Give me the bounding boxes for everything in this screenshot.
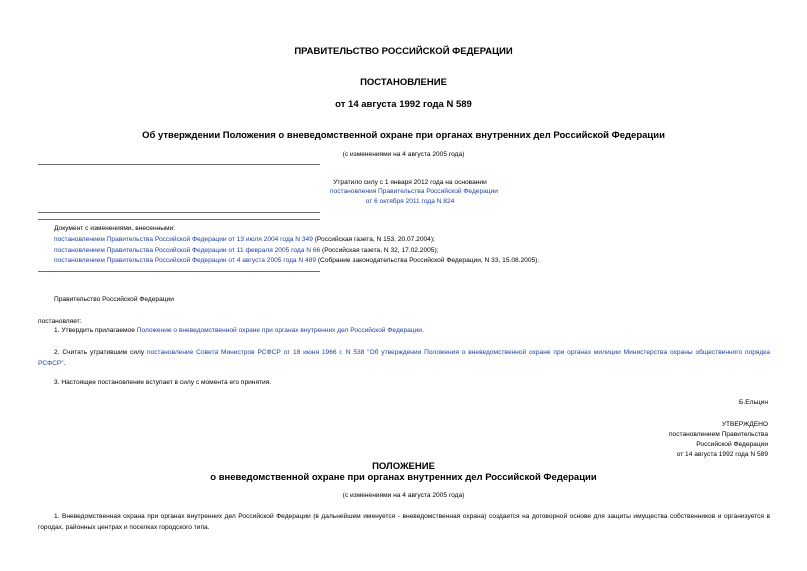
amendment-source: (Российская газета, N 153, 20.07.2004); — [312, 236, 435, 243]
paragraph-2-end: . — [63, 359, 66, 367]
amendment-source: (Российская газета, N 32, 17.02.2005); — [320, 247, 439, 254]
lapsed-link-line2: от 6 октября 2011 года N 824 — [365, 198, 455, 205]
lapsed-link[interactable] — [330, 188, 498, 195]
paragraph-1 — [54, 327, 424, 334]
amendment-link[interactable]: постановлением Правительства Российской Федерации от 13 июля 2004 года N 349 — [54, 236, 313, 243]
approved-authority: Российской Федерации — [696, 441, 768, 448]
government-heading: ПРАВИТЕЛЬСТВО РОССИЙСКОЙ ФЕДЕРАЦИИ — [294, 46, 513, 57]
document-type: ПОСТАНОВЛЕНИЕ — [360, 77, 447, 88]
regulation-subtitle: о вневедомственной охране при органах внутренних дел Российской Федерации — [210, 472, 597, 483]
resolves-line: постановляет: — [38, 318, 82, 325]
lapsed-note: Утратило силу с 1 января 2012 года на основании — [333, 179, 487, 186]
paragraph-3: 3. Настоящее постановление вступает в силу с момента его принятия. — [54, 379, 272, 386]
amendment-link[interactable]: постановлением Правительства Российской Федерации от 11 февраля 2005 года N 66 — [54, 247, 321, 254]
paragraph-2 — [38, 348, 770, 369]
document-title: Об утверждении Положения о вневедомственной охране при органах внутренних дел Российской Федерации — [142, 130, 665, 141]
regulation-paragraph-1: 1. Вневедомственная охрана при органах внутренних дел Российской Федерации (в дальнейшем именуется - вневедомственная охрана) создается на договорной основе для защиты имущества собственников и организуется в городах, районных центрах и поселках городского типа. — [38, 513, 770, 531]
amendment-item — [54, 247, 439, 254]
amendment-note: (с изменениями на 4 августа 2005 года) — [342, 151, 465, 158]
signature: Б.Ельцин — [739, 399, 768, 406]
paragraph-1-end: . — [421, 327, 424, 334]
divider — [38, 164, 320, 165]
amendments-intro: Документ с изменениями, внесенными: — [54, 225, 176, 232]
government-line: Правительство Российской Федерации — [54, 296, 174, 303]
paragraph-1-text: 1. Утвердить прилагаемое — [54, 327, 137, 334]
approved-stamp: УТВЕРЖДЕНО — [721, 421, 768, 428]
lapsed-link-line1: постановления Правительства Российской Федерации — [330, 188, 498, 195]
approved-date: от 14 августа 1992 года N 589 — [676, 451, 768, 458]
paragraph-2-text: 2. Считать утратившим силу — [54, 349, 148, 356]
amendment-source: (Собрание законодательства Российской Федерации, N 33, 15.08.2005). — [316, 257, 540, 264]
amendment-item — [54, 257, 539, 264]
regulation-link[interactable]: Положение о вневедомственной охране при органах внутренних дел Российской Федерации — [136, 327, 422, 334]
approved-by: постановлением Правительства — [668, 431, 768, 438]
regulation-amendment-note: (с изменениями на 4 августа 2005 года) — [342, 492, 465, 499]
amendment-item — [54, 236, 435, 243]
lapsed-link-date[interactable] — [330, 198, 490, 205]
divider — [38, 219, 320, 220]
repealed-resolution-link[interactable]: постановление Совета Министров РСФСР от 18 июня 1966 г. N 538 "Об утверждении Положения о вневедомственной охране при органах милиции Министерства охраны общественного порядка РСФСР" — [38, 349, 770, 367]
divider — [38, 212, 320, 213]
divider — [38, 271, 320, 272]
document-date-number: от 14 августа 1992 года N 589 — [335, 99, 472, 110]
amendment-link[interactable]: постановлением Правительства Российской Федерации от 4 августа 2005 года N 489 — [54, 257, 317, 264]
regulation-title: ПОЛОЖЕНИЕ — [372, 461, 435, 472]
